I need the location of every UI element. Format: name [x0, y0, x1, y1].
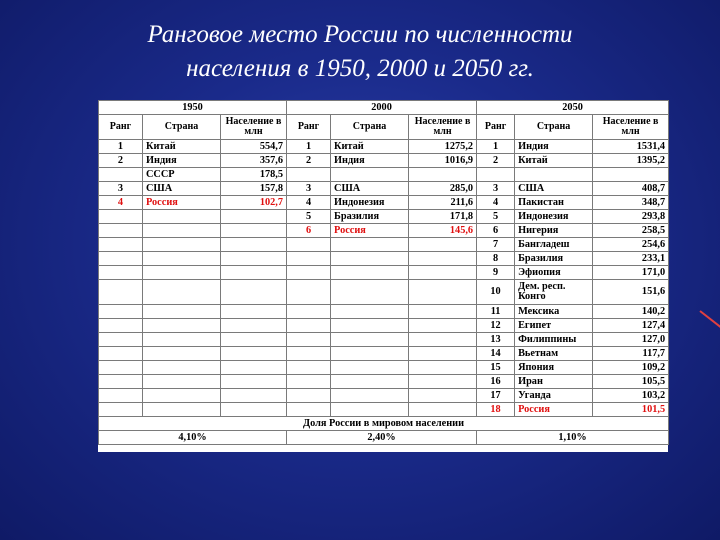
cell-population-2050: 1531,4 [593, 140, 669, 154]
cell-country-1950 [143, 224, 221, 238]
cell-country-2000 [331, 347, 409, 361]
russia-share-1950: 4,10% [99, 431, 287, 445]
cell-country-2050: Китай [515, 154, 593, 168]
cell-population-1950 [221, 389, 287, 403]
cell-rank-2000: 6 [287, 224, 331, 238]
cell-rank-1950 [99, 403, 143, 417]
cell-country-2050: Уганда [515, 389, 593, 403]
cell-country-2000 [331, 375, 409, 389]
cell-rank-1950 [99, 375, 143, 389]
cell-rank-2000: 3 [287, 182, 331, 196]
cell-population-1950 [221, 238, 287, 252]
cell-population-2050: 127,0 [593, 333, 669, 347]
cell-population-2000: 171,8 [409, 210, 477, 224]
col-header-country-2050: Страна [515, 115, 593, 140]
cell-rank-2000 [287, 266, 331, 280]
cell-country-1950: Россия [143, 196, 221, 210]
cell-population-2050: 258,5 [593, 224, 669, 238]
russia-share-2050: 1,10% [477, 431, 669, 445]
cell-population-2050: 254,6 [593, 238, 669, 252]
cell-rank-2050: 17 [477, 389, 515, 403]
cell-rank-2000: 1 [287, 140, 331, 154]
table-row [99, 224, 669, 238]
cell-population-2050: 171,0 [593, 266, 669, 280]
cell-population-2000: 211,6 [409, 196, 477, 210]
cell-population-2000 [409, 333, 477, 347]
table-row [99, 196, 669, 210]
cell-population-1950: 554,7 [221, 140, 287, 154]
table-row [99, 375, 669, 389]
cell-population-2000: 1275,2 [409, 140, 477, 154]
cell-rank-1950 [99, 347, 143, 361]
col-header-population-2050: Население в млн [593, 115, 669, 140]
cell-rank-2050: 18 [477, 403, 515, 417]
year-header-1950: 1950 [99, 101, 287, 115]
cell-population-2000 [409, 361, 477, 375]
cell-rank-2050: 6 [477, 224, 515, 238]
table-row [99, 347, 669, 361]
cell-rank-2050: 12 [477, 319, 515, 333]
cell-country-2050: Индия [515, 140, 593, 154]
cell-rank-2050: 2 [477, 154, 515, 168]
cell-population-2000 [409, 347, 477, 361]
cell-country-2050: Египет [515, 319, 593, 333]
cell-rank-2050: 13 [477, 333, 515, 347]
cell-country-2000 [331, 252, 409, 266]
cell-country-2000 [331, 403, 409, 417]
cell-rank-2000 [287, 347, 331, 361]
cell-country-2000 [331, 280, 409, 305]
cell-rank-2000 [287, 280, 331, 305]
cell-population-2050: 103,2 [593, 389, 669, 403]
cell-country-1950 [143, 238, 221, 252]
decorative-line [699, 310, 720, 330]
cell-population-1950 [221, 361, 287, 375]
russia-share-2000: 2,40% [287, 431, 477, 445]
cell-country-2050: Россия [515, 403, 593, 417]
cell-country-2050: Индонезия [515, 210, 593, 224]
cell-population-2000 [409, 252, 477, 266]
cell-population-1950 [221, 375, 287, 389]
cell-population-1950: 178,5 [221, 168, 287, 182]
cell-country-2000 [331, 266, 409, 280]
cell-country-2050 [515, 168, 593, 182]
cell-country-2000 [331, 319, 409, 333]
table-row [99, 403, 669, 417]
table-row [99, 305, 669, 319]
cell-rank-1950 [99, 305, 143, 319]
cell-rank-2050: 10 [477, 280, 515, 305]
cell-population-1950 [221, 266, 287, 280]
cell-rank-2050: 8 [477, 252, 515, 266]
table-body [99, 140, 669, 417]
cell-population-1950 [221, 333, 287, 347]
cell-rank-2050: 7 [477, 238, 515, 252]
cell-rank-1950 [99, 319, 143, 333]
cell-rank-2000 [287, 305, 331, 319]
cell-rank-2050: 1 [477, 140, 515, 154]
cell-rank-1950: 2 [99, 154, 143, 168]
cell-population-2050: 408,7 [593, 182, 669, 196]
cell-country-1950 [143, 389, 221, 403]
cell-rank-1950 [99, 280, 143, 305]
cell-rank-1950 [99, 252, 143, 266]
cell-rank-1950: 1 [99, 140, 143, 154]
cell-country-1950 [143, 361, 221, 375]
slide-title-line-2: населения в 1950, 2000 и 2050 гг. [186, 55, 534, 82]
cell-country-2050: Филиппины [515, 333, 593, 347]
cell-country-2050: Эфиопия [515, 266, 593, 280]
cell-rank-2050 [477, 168, 515, 182]
table-row [99, 280, 669, 305]
cell-rank-2000: 5 [287, 210, 331, 224]
cell-population-1950 [221, 280, 287, 305]
cell-country-2000 [331, 238, 409, 252]
cell-country-1950 [143, 305, 221, 319]
table-row [99, 333, 669, 347]
cell-country-2000: Россия [331, 224, 409, 238]
cell-population-1950 [221, 210, 287, 224]
table-row [99, 168, 669, 182]
cell-rank-2000 [287, 168, 331, 182]
cell-population-2050: 127,4 [593, 319, 669, 333]
cell-country-2000: США [331, 182, 409, 196]
population-rank-table [98, 100, 669, 445]
cell-rank-1950 [99, 361, 143, 375]
cell-rank-2000 [287, 375, 331, 389]
cell-country-1950: Китай [143, 140, 221, 154]
col-header-rank-1950: Ранг [99, 115, 143, 140]
table-row [99, 182, 669, 196]
cell-population-2050: 151,6 [593, 280, 669, 305]
cell-population-1950 [221, 319, 287, 333]
cell-population-1950 [221, 347, 287, 361]
cell-population-1950 [221, 403, 287, 417]
cell-population-2050: 348,7 [593, 196, 669, 210]
cell-country-2050: Вьетнам [515, 347, 593, 361]
table-row [99, 389, 669, 403]
cell-population-2000 [409, 168, 477, 182]
cell-country-2000: Индия [331, 154, 409, 168]
cell-rank-1950 [99, 266, 143, 280]
col-header-rank-2000: Ранг [287, 115, 331, 140]
cell-population-2000 [409, 238, 477, 252]
slide-title [40, 18, 680, 86]
cell-rank-2050: 11 [477, 305, 515, 319]
cell-country-2000: Бразилия [331, 210, 409, 224]
cell-country-1950 [143, 210, 221, 224]
cell-rank-1950: 4 [99, 196, 143, 210]
cell-country-1950 [143, 252, 221, 266]
table-row [99, 252, 669, 266]
year-header-2000: 2000 [287, 101, 477, 115]
year-header-2050: 2050 [477, 101, 669, 115]
cell-population-2000 [409, 266, 477, 280]
cell-population-2000 [409, 375, 477, 389]
cell-rank-1950 [99, 389, 143, 403]
table-row [99, 210, 669, 224]
cell-rank-2000 [287, 252, 331, 266]
cell-country-2000: Индонезия [331, 196, 409, 210]
cell-country-2050: Иран [515, 375, 593, 389]
cell-population-2050: 293,8 [593, 210, 669, 224]
cell-country-1950 [143, 333, 221, 347]
cell-rank-2050: 16 [477, 375, 515, 389]
cell-population-1950: 102,7 [221, 196, 287, 210]
cell-population-1950: 157,8 [221, 182, 287, 196]
population-rank-table-sheet [98, 100, 668, 452]
cell-country-1950: США [143, 182, 221, 196]
cell-country-2050: Нигерия [515, 224, 593, 238]
cell-population-2050 [593, 168, 669, 182]
cell-country-2050: Бразилия [515, 252, 593, 266]
cell-country-1950 [143, 280, 221, 305]
cell-population-2000: 285,0 [409, 182, 477, 196]
table-row [99, 140, 669, 154]
cell-country-2050: Дем. респ. Конго [515, 280, 593, 305]
cell-rank-2000 [287, 238, 331, 252]
cell-country-2050: Бангладеш [515, 238, 593, 252]
cell-rank-2000 [287, 361, 331, 375]
cell-country-2050: США [515, 182, 593, 196]
cell-country-1950 [143, 375, 221, 389]
cell-rank-2050: 9 [477, 266, 515, 280]
cell-rank-2050: 3 [477, 182, 515, 196]
cell-population-2050: 109,2 [593, 361, 669, 375]
slide-title-line-1: Ранговое место России по численности [147, 21, 573, 48]
cell-rank-2000 [287, 333, 331, 347]
cell-country-1950: Индия [143, 154, 221, 168]
col-header-population-2000: Население в млн [409, 115, 477, 140]
cell-rank-1950: 3 [99, 182, 143, 196]
cell-population-2000 [409, 319, 477, 333]
cell-population-2000 [409, 389, 477, 403]
cell-country-1950: СССР [143, 168, 221, 182]
cell-rank-1950 [99, 210, 143, 224]
table-row [99, 266, 669, 280]
table-row [99, 238, 669, 252]
cell-country-2000 [331, 333, 409, 347]
table-row [99, 319, 669, 333]
cell-rank-1950 [99, 168, 143, 182]
col-header-rank-2050: Ранг [477, 115, 515, 140]
cell-country-1950 [143, 403, 221, 417]
cell-population-1950 [221, 224, 287, 238]
russia-share-label: Доля России в мировом населении [99, 417, 669, 431]
cell-country-2050: Япония [515, 361, 593, 375]
cell-rank-2000: 4 [287, 196, 331, 210]
cell-population-2050: 233,1 [593, 252, 669, 266]
cell-population-2050: 101,5 [593, 403, 669, 417]
cell-rank-2050: 5 [477, 210, 515, 224]
cell-country-2000 [331, 361, 409, 375]
cell-country-2050: Пакистан [515, 196, 593, 210]
cell-rank-1950 [99, 238, 143, 252]
cell-rank-2050: 4 [477, 196, 515, 210]
cell-country-1950 [143, 266, 221, 280]
table-row [99, 154, 669, 168]
cell-population-2050: 1395,2 [593, 154, 669, 168]
cell-population-2000: 1016,9 [409, 154, 477, 168]
cell-country-2000: Китай [331, 140, 409, 154]
cell-country-1950 [143, 319, 221, 333]
cell-rank-1950 [99, 224, 143, 238]
cell-country-2000 [331, 305, 409, 319]
cell-country-2000 [331, 168, 409, 182]
cell-population-2000 [409, 305, 477, 319]
cell-population-2000 [409, 403, 477, 417]
cell-population-1950: 357,6 [221, 154, 287, 168]
cell-rank-2000: 2 [287, 154, 331, 168]
cell-population-1950 [221, 305, 287, 319]
cell-rank-2000 [287, 319, 331, 333]
cell-population-2050: 117,7 [593, 347, 669, 361]
cell-rank-2050: 14 [477, 347, 515, 361]
cell-population-2000 [409, 280, 477, 305]
cell-population-2000: 145,6 [409, 224, 477, 238]
col-header-country-2000: Страна [331, 115, 409, 140]
col-header-country-1950: Страна [143, 115, 221, 140]
cell-rank-2000 [287, 389, 331, 403]
col-header-population-1950: Население в млн [221, 115, 287, 140]
cell-population-2050: 105,5 [593, 375, 669, 389]
cell-country-1950 [143, 347, 221, 361]
cell-population-2050: 140,2 [593, 305, 669, 319]
table-row [99, 361, 669, 375]
cell-rank-2050: 15 [477, 361, 515, 375]
cell-population-1950 [221, 252, 287, 266]
cell-country-2050: Мексика [515, 305, 593, 319]
cell-country-2000 [331, 389, 409, 403]
cell-rank-2000 [287, 403, 331, 417]
cell-rank-1950 [99, 333, 143, 347]
